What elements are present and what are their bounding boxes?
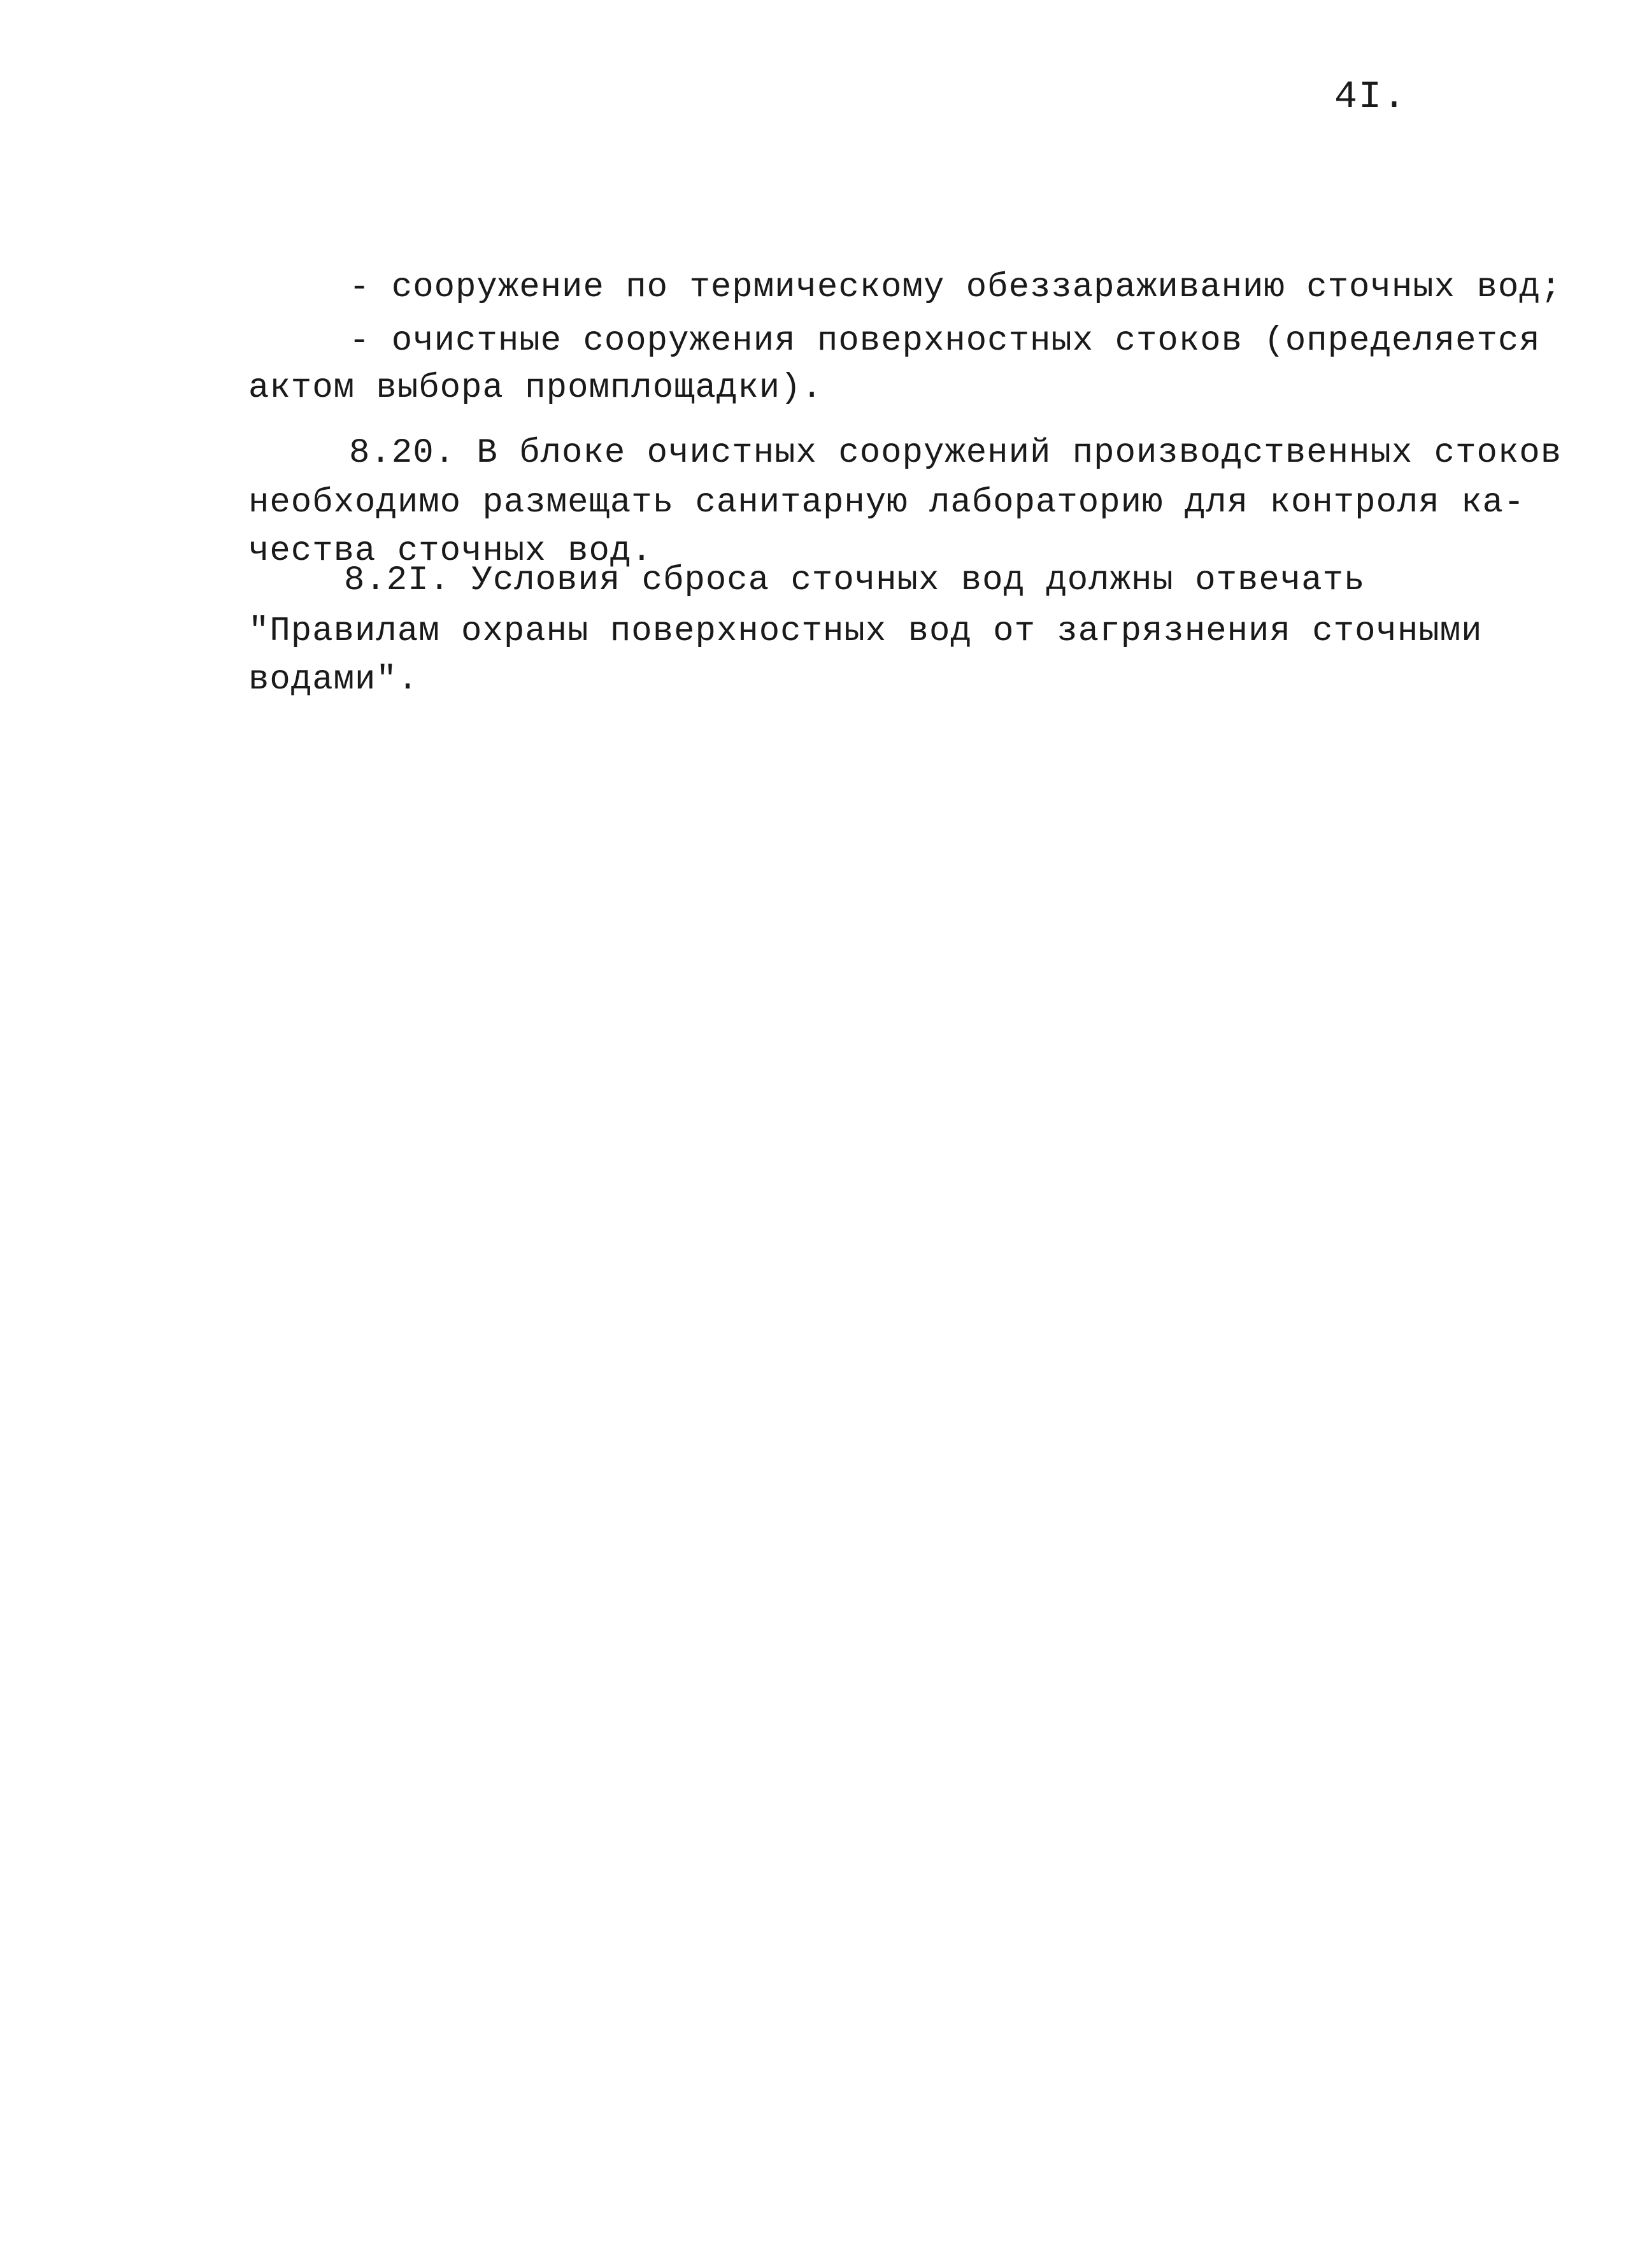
page-number: 4I. [1334,76,1408,119]
text-line-clause-8-20: 8.20. В блоке очистных сооружений производственных стоков [349,434,1562,473]
text-line-clause-8-20-cont-2: чества сточных вод. [248,532,653,571]
text-line-clause-8-20-cont-1: необходимо размещать санитарную лабораторию для контроля ка- [248,483,1525,522]
text-line-clause-8-21-cont-1: "Правилам охраны поверхностных вод от загрязнения сточными [248,612,1483,651]
text-line-clause-8-21-cont-2: водами". [248,660,419,699]
text-line-bullet-thermal-disinfection: - сооружение по термическому обеззараживанию сточных вод; [349,268,1562,307]
text-line-clause-8-21: 8.2I. Условия сброса сточных вод должны отвечать [344,561,1366,600]
text-line-bullet-surface-runoff-cont: актом выбора промплощадки). [248,369,823,408]
text-line-bullet-surface-runoff: - очистные сооружения поверхностных стоков (определяется [349,322,1541,360]
